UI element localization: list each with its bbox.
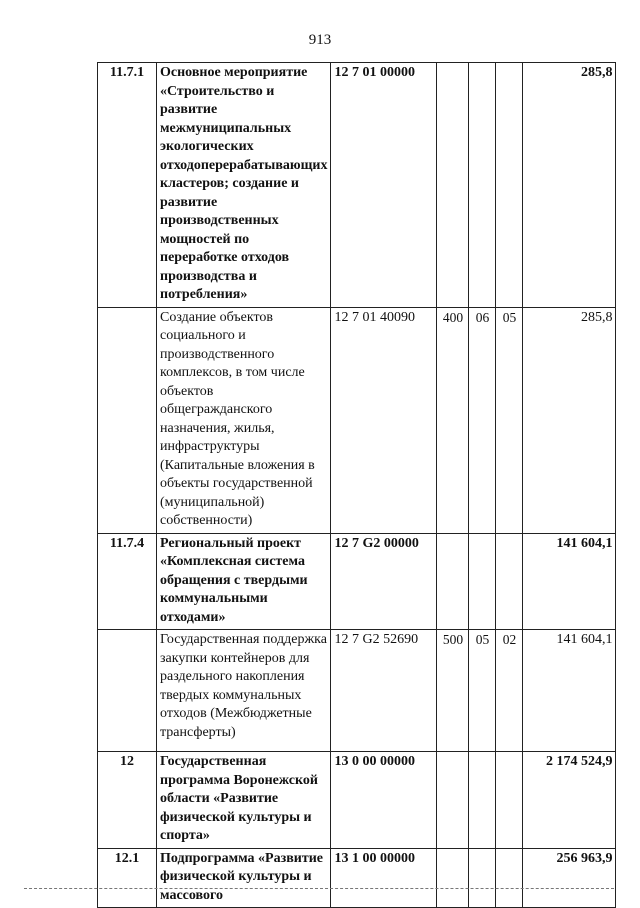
expense-type-cell: 400 [437, 307, 469, 533]
expense-type-cell [437, 533, 469, 630]
row-name-cell: Государственная программа Воронежской области «Развитие физической культуры и спорта» [157, 752, 331, 849]
target-code-cell: 12 7 G2 00000 [331, 533, 437, 630]
subsection-code-cell: 05 [496, 307, 523, 533]
target-code-cell: 13 1 00 00000 [331, 848, 437, 908]
row-number-cell [98, 630, 157, 752]
row-name-cell: Государственная поддержка закупки контейнеров для раздельного накопления твердых коммунальных отходов (Межбюджетные трансферты) [157, 630, 331, 752]
row-number-cell: 12 [98, 752, 157, 849]
amount-cell: 141 604,1 [523, 630, 616, 752]
subsection-code-cell [496, 533, 523, 630]
row-number-cell: 12.1 [98, 848, 157, 908]
row-name-cell: Основное мероприятие «Строительство и развитие межмуниципальных экологических отходоперерабатывающих кластеров; создание и развитие производственных мощностей по переработке отходов производства и потребления» [157, 63, 331, 308]
section-code-cell: 06 [469, 307, 496, 533]
footer-divider [24, 888, 614, 889]
row-name-cell: Создание объектов социального и производственного комплексов, в том числе объектов общегражданского назначения, жилья, инфраструктуры (Капитальные вложения в объекты государственной (муниципальной) собственности) [157, 307, 331, 533]
target-code-cell: 12 7 01 40090 [331, 307, 437, 533]
table-row [98, 848, 616, 908]
table-row [98, 630, 616, 752]
target-code-cell: 12 7 01 00000 [331, 63, 437, 308]
table-row [98, 63, 616, 308]
expense-type-cell [437, 848, 469, 908]
section-code-cell [469, 752, 496, 849]
target-code-cell: 12 7 G2 52690 [331, 630, 437, 752]
row-number-cell [98, 307, 157, 533]
table-row [98, 307, 616, 533]
amount-cell: 141 604,1 [523, 533, 616, 630]
subsection-code-cell [496, 752, 523, 849]
section-code-cell [469, 63, 496, 308]
subsection-code-cell [496, 63, 523, 308]
amount-cell: 2 174 524,9 [523, 752, 616, 849]
amount-cell: 256 963,9 [523, 848, 616, 908]
amount-cell: 285,8 [523, 63, 616, 308]
amount-cell: 285,8 [523, 307, 616, 533]
row-number-cell: 11.7.4 [98, 533, 157, 630]
section-code-cell [469, 533, 496, 630]
section-code-cell: 05 [469, 630, 496, 752]
page-number: 913 [308, 32, 332, 48]
subsection-code-cell [496, 848, 523, 908]
target-code-cell: 13 0 00 00000 [331, 752, 437, 849]
row-name-cell: Подпрограмма «Развитие физической культуры и массового [157, 848, 331, 908]
table-row [98, 752, 616, 849]
table-body [98, 63, 616, 908]
budget-table [97, 62, 616, 908]
subsection-code-cell: 02 [496, 630, 523, 752]
row-number-cell: 11.7.1 [98, 63, 157, 308]
section-code-cell [469, 848, 496, 908]
row-name-cell: Региональный проект «Комплексная система обращения с твердыми коммунальными отходами» [157, 533, 331, 630]
expense-type-cell: 500 [437, 630, 469, 752]
expense-type-cell [437, 63, 469, 308]
expense-type-cell [437, 752, 469, 849]
table-row [98, 533, 616, 630]
